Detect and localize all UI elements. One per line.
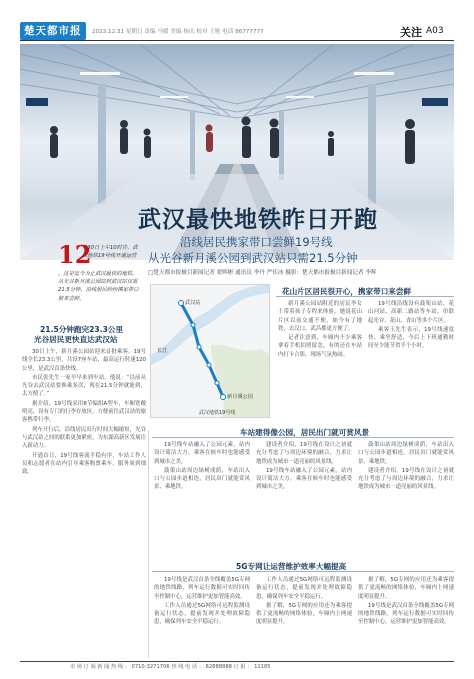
left-heading-2: 光谷居民更快直达武汉站 [34, 335, 118, 344]
paragraph: 据了解，5G专网的应用还为乘客提供了更流畅的网络体验，车厢内上网速度明显提升。 [358, 577, 454, 600]
paragraph: 新月溪公园站附近的居民李女士带着孩子专程来体验，她说花山片区以前交通不便，如今有了地铁，去汉口、武昌都更方便了。 [278, 301, 362, 332]
mid-heading: 车站建得像公园，居民出门就可赏风景 [240, 428, 370, 437]
paragraph: 19号线是武汉首条全线覆盖5G专网的地铁线路，列车运行数据可实时回传至控制中心，运营维护更加智能高效。 [358, 602, 454, 626]
paragraph: 列车开行后，沿线居民出行时间大幅缩短，光谷与武汉站之间的联系更加紧密，为东湖高新区发展注入新动力。 [22, 426, 146, 450]
paragraph: 据介绍，19号线采用8节编组A型车，车厢宽敞明亮，设有专门的行李存放区，方便前往武汉站的旅客携带行李。 [22, 400, 146, 424]
lead-dropcap: 12 [58, 240, 92, 269]
paragraph: 19号线车站融入了公园元素，站内设计简洁大方，乘客在候车时也能感受到城市之美。 [154, 442, 250, 465]
mid-column-c [358, 441, 454, 553]
paragraph: 乘客王先生表示，19号线速度快、乘坐舒适，今后上下班通勤时间至少能节省半个小时。 [368, 326, 454, 350]
paragraph: 开通首日，19号线客流平稳有序，车站工作人员和志愿者在站内引导乘客购票乘车，服务周到细致。 [22, 452, 146, 476]
paragraph: 建设者介绍，19号线在设计之初就充分考虑了与周边环境的融合，力求让地铁成为城市一道亮丽的风景线。 [256, 442, 352, 465]
map-label-wuhan-station: 武汉站 [185, 300, 201, 306]
bottom-column-b [256, 576, 352, 658]
column-divider [148, 430, 149, 658]
paragraph: 30日上午，新月溪公园站迎来首批乘客。19号线全长23.3公里，共设7座车站，最高运行时速120公里，是武汉首条快线。 [22, 349, 146, 372]
mid-heading-rule [152, 437, 454, 438]
page-number: A03 [426, 26, 444, 36]
bottom-column-a [154, 576, 250, 658]
logo-text: 楚天都市报 [24, 25, 82, 37]
paragraph: 鼓架山站周边绿树成荫，车站出入口与公园步道相连，居民出门就能赏风景、乘地铁。 [358, 442, 454, 465]
paragraph: 工作人员通过5G网络可远程监测设备运行状态，提前发现并处理故障隐患，确保列车安全平稳运行。 [154, 602, 250, 626]
lead-text-2: 。这是迄今为止武汉最快的地铁，从光谷新月溪公园站到武汉站仅需21.5分钟，沿线居民纷纷携家带口前来尝鲜。 [58, 271, 139, 302]
paragraph: 19号线是武汉首条全线覆盖5G专网的地铁线路，列车运行数据可实时回传至控制中心，运营维护更加智能高效。 [154, 577, 250, 600]
header-rule [20, 40, 454, 41]
map-caption: 武汉地铁19号线 [199, 410, 236, 416]
route-map [150, 284, 270, 418]
lead-text-1: 月30日上午10时许，武汉地铁19号线开通运营 [82, 245, 138, 260]
paragraph: 工作人员通过5G网络可远程监测设备运行状态，提前发现并处理故障隐患，确保列车安全平稳运行。 [256, 577, 352, 600]
map-label-river: 长江 [157, 348, 168, 354]
paragraph: 建设者介绍，19号线在设计之初就充分考虑了与周边环境的融合，力求让地铁成为城市一道亮丽的风景线。 [358, 467, 454, 491]
paragraph: 19号线沿线设有鼓架山站、花山河站、高新二路站等车站，串联起光谷、花山、青山等多个片区。 [368, 301, 454, 324]
main-headline: 武汉最快地铁昨日开跑 [138, 207, 378, 233]
bottom-column-c [358, 576, 454, 658]
newspaper-logo [20, 22, 86, 40]
page-footer [20, 661, 454, 669]
map-label-xinyuexi: 新月溪公园 [227, 394, 253, 400]
byline: □楚天都市报极目新闻记者 翟晖彬 通讯员 李丹 严佳冰 摄影：楚天都市报极目新闻记者 李辉 [148, 270, 377, 276]
left-heading-1: 21.5分钟跑完23.3公里 [40, 325, 124, 334]
subheadline-2: 从光谷新月溪公园到武汉站只需21.5分钟 [148, 251, 358, 265]
mid-column-b [256, 441, 352, 553]
mid-column-a [154, 441, 250, 553]
paragraph: 市民张先生一家早早来到车站，他说：“以前从光谷去武汉站要换乘多次，现在21.5分钟就能到，太方便了。” [22, 374, 146, 398]
section-title: 关注 [400, 26, 422, 39]
right-column-body-b [368, 300, 454, 418]
paragraph: 鼓架山站周边绿树成荫，车站出入口与公园步道相连，居民出门就能赏风景、乘地铁。 [154, 467, 250, 491]
masthead [0, 0, 474, 44]
left-column-body [22, 348, 146, 648]
paragraph: 19号线车站融入了公园元素，站内设计简洁大方，乘客在候车时也能感受到城市之美。 [256, 467, 352, 491]
paragraph: 记者注意到，车厢内不少乘客拿着手机拍照留念，有的还在车站内打卡合影，现场气氛热闹。 [278, 335, 362, 358]
bottom-heading-rule [152, 571, 454, 572]
paragraph: 据了解，5G专网的应用还为乘客提供了更流畅的网络体验，车厢内上网速度明显提升。 [256, 602, 352, 626]
footer-text: 市 场 订 阅 新 闻 热 线 ： 0710-3271706 热 线 电 话 ： 82888888 订 报 ： 11185 [70, 664, 271, 670]
right-heading-rule [276, 296, 454, 297]
right-heading: 花山片区居民很开心，携家带口来尝鲜 [282, 287, 412, 296]
bottom-heading: 5G专网让运营维护效率大幅提高 [236, 562, 347, 571]
subheadline-1: 沿线居民携家带口尝鲜19号线 [180, 235, 333, 249]
right-column-body-a [278, 300, 362, 418]
issue-info: 2023.12.31 星期日 责编 马媛 美编 杨庆 校对 王艳 电话 86777777 [92, 29, 264, 35]
